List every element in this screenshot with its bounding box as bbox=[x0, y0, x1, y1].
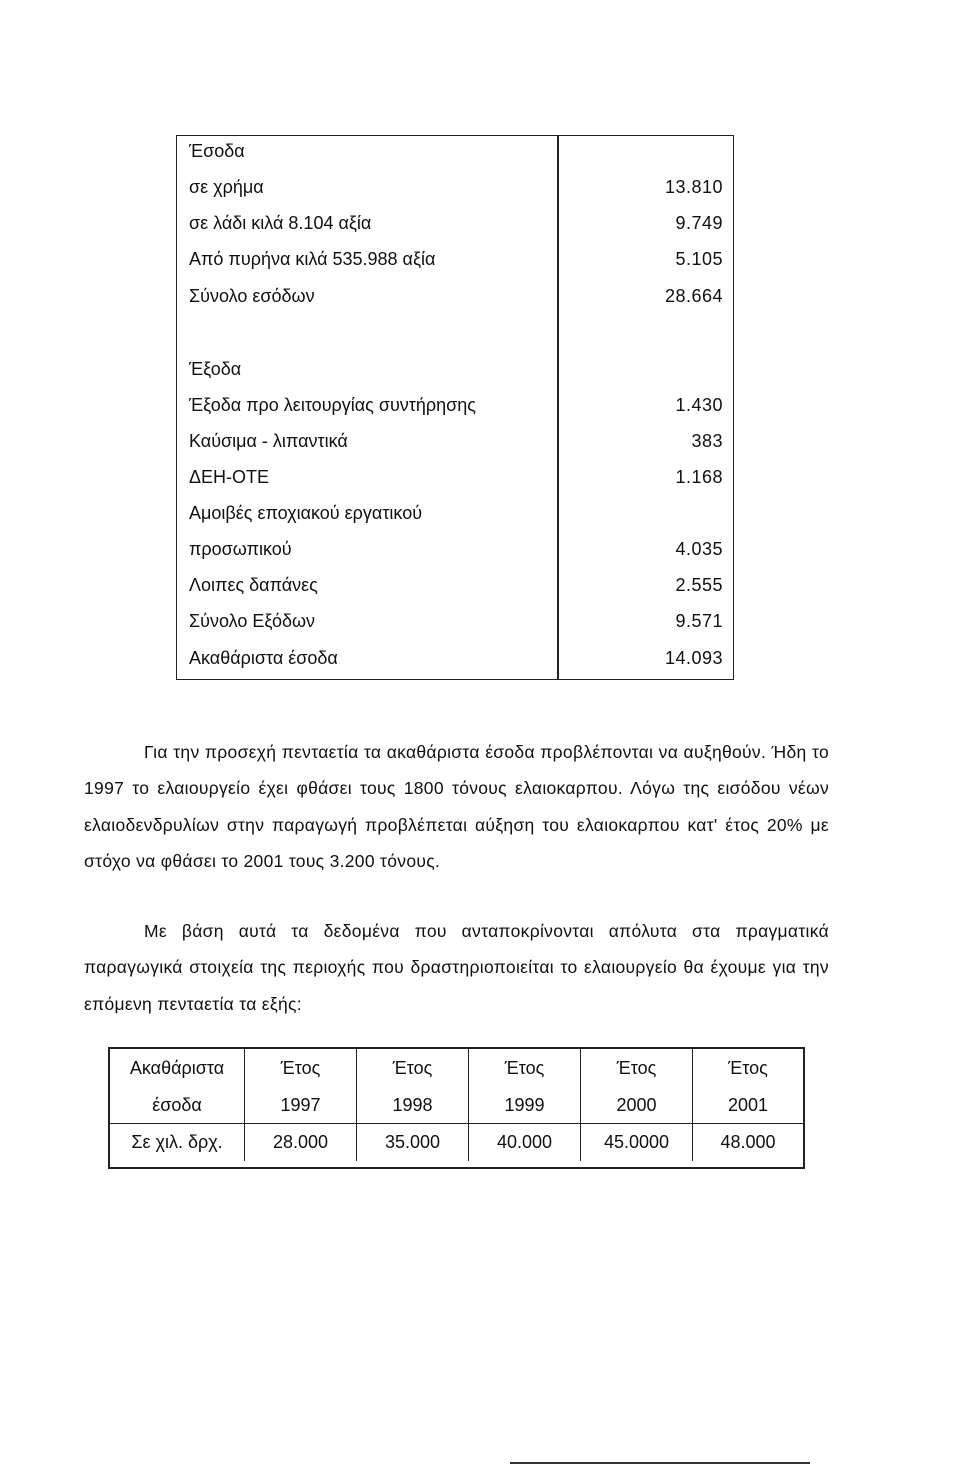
row-value: 383 bbox=[691, 431, 723, 451]
row-label: σε λάδι κιλά 8.104 αξία bbox=[189, 213, 372, 233]
row-label: Έξοδα bbox=[189, 359, 242, 379]
row-label: σε χρήμα bbox=[189, 177, 264, 197]
income-expense-row bbox=[177, 354, 733, 384]
income-expense-row bbox=[177, 570, 733, 600]
income-expense-row bbox=[177, 172, 733, 202]
row-value: 2.555 bbox=[675, 575, 723, 595]
projection-header-cell: Έτος bbox=[728, 1057, 768, 1078]
row-label: Σύνολο εσόδων bbox=[189, 286, 315, 306]
income-expense-row bbox=[177, 606, 733, 636]
row-label: Ακαθάριστα έσοδα bbox=[189, 648, 338, 668]
row-label: Από πυρήνα κιλά 535.988 αξία bbox=[189, 249, 436, 269]
projection-grid bbox=[110, 1049, 803, 1167]
income-expense-table bbox=[176, 135, 734, 680]
row-label: Λοιπες δαπάνες bbox=[189, 575, 318, 595]
row-value: 28.664 bbox=[664, 286, 723, 306]
row-label: Έξοδα προ λειτουργίας συντήρησης bbox=[189, 395, 476, 415]
income-expense-row bbox=[177, 136, 733, 166]
income-expense-row bbox=[177, 281, 733, 311]
projection-header-cell: Ακαθάριστα bbox=[110, 1049, 245, 1087]
row-label: προσωπικού bbox=[189, 539, 292, 559]
row-value: 1.168 bbox=[675, 467, 723, 487]
projection-value-cell: 48.000 bbox=[693, 1123, 803, 1161]
income-expense-row bbox=[177, 534, 733, 564]
row-value: 4.035 bbox=[675, 539, 723, 559]
row-label: ΔΕΗ-ΟΤΕ bbox=[189, 467, 270, 487]
projection-value-cell: 35.000 bbox=[357, 1123, 469, 1161]
projection-subheader-cell: 1999 bbox=[469, 1087, 581, 1123]
projection-table bbox=[108, 1047, 805, 1169]
projection-value-cell: 40.000 bbox=[469, 1123, 581, 1161]
row-value: 9.571 bbox=[675, 611, 723, 631]
income-expense-row bbox=[177, 208, 733, 238]
projection-value-cell: Σε χιλ. δρχ. bbox=[110, 1123, 245, 1161]
income-expense-row bbox=[177, 498, 733, 528]
row-label: Αμοιβές εποχιακού εργατικού bbox=[189, 503, 423, 523]
paragraph-basis: Με βάση αυτά τα δεδομένα που ανταποκρίνονται απόλυτα στα πραγματικά παραγωγικά στοιχεία της περιοχής που δραστηριοποιείται το ελαιουργείο θα έχουμε για την επόμενη πενταετία τα εξής: bbox=[84, 920, 829, 1014]
projection-subheader-cell: 1997 bbox=[245, 1087, 357, 1123]
projection-subheader-cell: 1998 bbox=[357, 1087, 469, 1123]
row-label: Καύσιμα - λιπαντικά bbox=[189, 431, 348, 451]
row-label: Έσοδα bbox=[189, 141, 245, 161]
projection-value-cell: 45.0000 bbox=[581, 1123, 693, 1161]
income-expense-row bbox=[177, 462, 733, 492]
row-value: 14.093 bbox=[664, 648, 723, 668]
income-expense-row bbox=[177, 390, 733, 420]
projection-value-cell: 28.000 bbox=[245, 1123, 357, 1161]
income-expense-row bbox=[177, 244, 733, 274]
projection-subheader-cell: 2000 bbox=[581, 1087, 693, 1123]
projection-subheader-cell: 2001 bbox=[727, 1094, 769, 1115]
projection-header-cell: Έτος bbox=[581, 1049, 693, 1087]
paragraph-forecast: Για την προσεχή πενταετία τα ακαθάριστα έσοδα προβλέπονται να αυξηθούν. Ήδη το 1997 το ελαιουργείο έχει φθάσει τους 1800 τόνους ελαιοκαρπου. Λόγω της εισόδου νέων ελαιοδενδρυλίων στην παραγωγή προβλέπεται αύξηση του ελαιοκαρπου κατ' έτος 20% με στόχο να φθάσει το 2001 τους 3.200 τόνους. bbox=[84, 741, 829, 871]
row-value: 5.105 bbox=[675, 249, 723, 269]
projection-header-cell: Έτος bbox=[245, 1049, 357, 1087]
projection-subheader-cell: έσοδα bbox=[110, 1087, 245, 1123]
income-expense-row bbox=[177, 426, 733, 456]
row-value: 13.810 bbox=[664, 177, 723, 197]
income-expense-row bbox=[177, 643, 733, 673]
income-expense-row bbox=[177, 316, 733, 346]
row-value: 1.430 bbox=[675, 395, 723, 415]
projection-header-cell: Έτος bbox=[469, 1049, 581, 1087]
row-label: Σύνολο Εξόδων bbox=[189, 611, 316, 631]
footer-rule bbox=[510, 1462, 810, 1464]
row-value: 9.749 bbox=[675, 213, 723, 233]
projection-header-cell: Έτος bbox=[357, 1049, 469, 1087]
